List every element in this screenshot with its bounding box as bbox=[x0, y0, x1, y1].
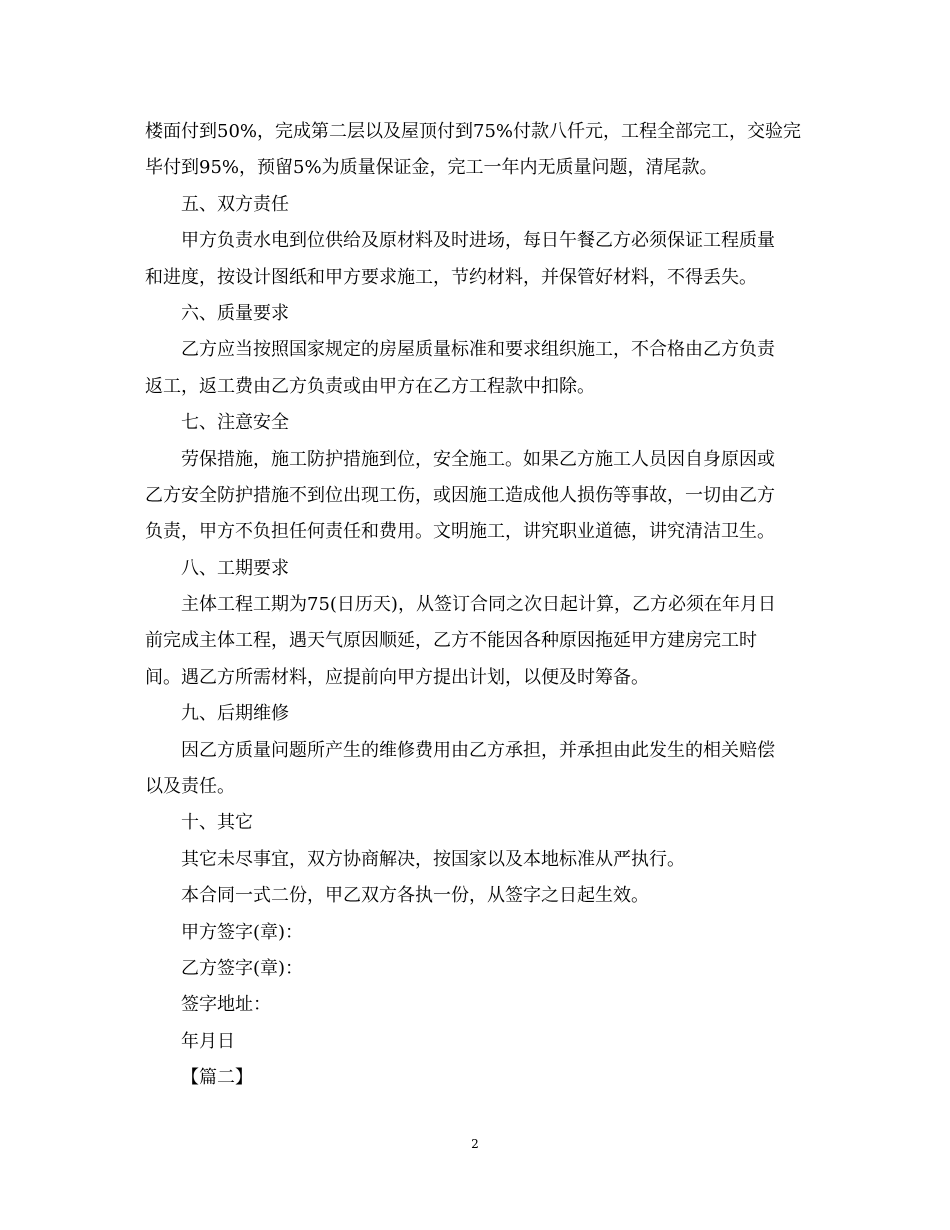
text-line: 乙方安全防护措施不到位出现工伤，或因施工造成他人损伤等事故，一切由乙方 bbox=[145, 484, 775, 506]
text-line: 【篇二】 bbox=[181, 1067, 253, 1089]
text-line: 其它未尽事宜，双方协商解决，按国家以及本地标准从严执行。 bbox=[181, 848, 685, 870]
text-line: 六、质量要求 bbox=[181, 302, 289, 324]
text-line: 七、注意安全 bbox=[181, 412, 289, 434]
text-line: 负责，甲方不负担任何责任和费用。文明施工，讲究职业道德，讲究清洁卫生。 bbox=[145, 521, 775, 543]
text-line: 年月日 bbox=[181, 1030, 235, 1052]
text-line: 甲方签字(章)： bbox=[181, 921, 304, 943]
text-line: 楼面付到50%，完成第二层以及屋顶付到75%付款八仟元，工程全部完工，交验完 bbox=[145, 121, 802, 142]
text-line: 九、后期维修 bbox=[181, 703, 289, 725]
text-line: 劳保措施，施工防护措施到位，安全施工。如果乙方施工人员因自身原因或 bbox=[181, 448, 775, 470]
text-line: 乙方应当按照国家规定的房屋质量标准和要求组织施工，不合格由乙方负责 bbox=[181, 339, 775, 361]
text-line: 乙方签字(章)： bbox=[181, 957, 304, 979]
text-line: 甲方负责水电到位供给及原材料及时进场，每日午餐乙方必须保证工程质量 bbox=[181, 230, 775, 252]
text-line: 本合同一式二份，甲乙双方各执一份，从签字之日起生效。 bbox=[181, 885, 649, 907]
text-line: 和进度，按设计图纸和甲方要求施工，节约材料，并保管好材料，不得丢失。 bbox=[145, 266, 757, 288]
text-line: 八、工期要求 bbox=[181, 557, 289, 579]
text-line: 因乙方质量问题所产生的维修费用由乙方承担，并承担由此发生的相关赔偿 bbox=[181, 739, 775, 761]
text-line: 间。遇乙方所需材料，应提前向甲方提出计划，以便及时筹备。 bbox=[145, 666, 649, 688]
text-line: 以及责任。 bbox=[145, 776, 235, 798]
text-line: 返工，返工费由乙方负责或由甲方在乙方工程款中扣除。 bbox=[145, 375, 595, 397]
text-line: 主体工程工期为75(日历天)，从签订合同之次日起计算，乙方必须在年月日 bbox=[181, 594, 776, 616]
text-line: 签字地址： bbox=[181, 994, 271, 1016]
document-body bbox=[145, 114, 810, 1097]
text-line: 前完成主体工程，遇天气原因顺延，乙方不能因各种原因拖延甲方建房完工时 bbox=[145, 630, 757, 652]
text-line: 毕付到95%，预留5%为质量保证金，完工一年内无质量问题，清尾款。 bbox=[145, 157, 718, 179]
text-line: 十、其它 bbox=[181, 812, 253, 834]
text-line: 五、双方责任 bbox=[181, 193, 289, 215]
page-number: 2 bbox=[471, 1137, 479, 1151]
